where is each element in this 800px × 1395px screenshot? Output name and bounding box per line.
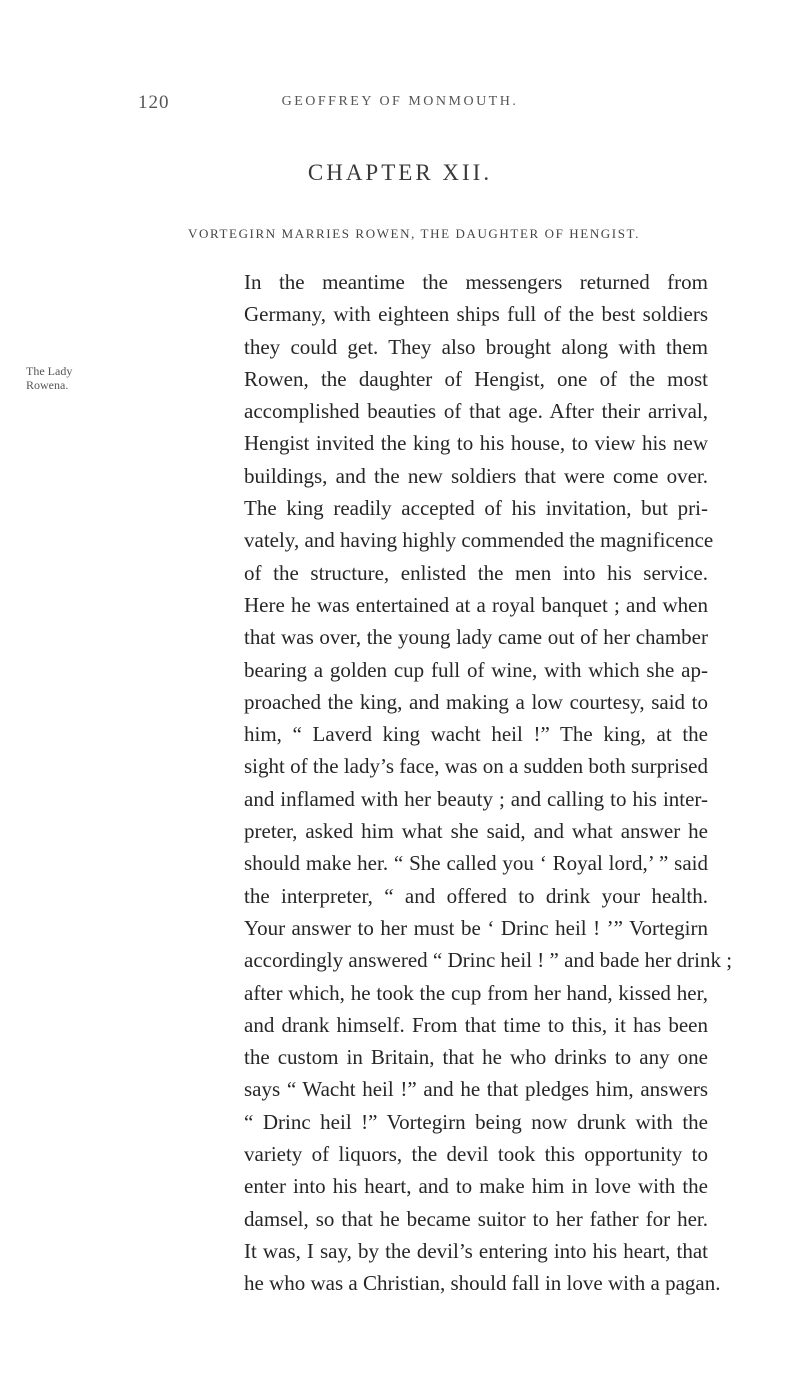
- text-line: “ Drinc heil !” Vortegirn being now drunk with the: [244, 1109, 708, 1134]
- text-line: damsel, so that he became suitor to her father for her.: [244, 1206, 708, 1231]
- text-line: Here he was entertained at a royal banquet ; and when: [244, 592, 708, 617]
- text-line: after which, he took the cup from her hand, kissed her,: [244, 980, 708, 1005]
- text-line: that was over, the young lady came out of her chamber: [244, 625, 708, 650]
- text-line: he who was a Christian, should fall in love with a pagan.: [244, 1271, 721, 1296]
- text-line: bearing a golden cup full of wine, with which she ap-: [244, 657, 708, 682]
- text-line: It was, I say, by the devil’s entering into his heart, that: [244, 1238, 708, 1263]
- text-line: they could get. They also brought along with them: [244, 334, 708, 359]
- chapter-subtitle: VORTEGIRN MARRIES ROWEN, THE DAUGHTER OF HENGIST.: [188, 226, 640, 241]
- text-line: Your answer to her must be ‘ Drinc heil ! ’” Vortegirn: [244, 915, 708, 940]
- text-line: proached the king, and making a low courtesy, said to: [244, 689, 708, 714]
- text-line: preter, asked him what she said, and what answer he: [244, 819, 708, 844]
- text-line: accomplished beauties of that age. After their arrival,: [244, 399, 708, 424]
- body-text: [244, 266, 733, 1300]
- text-line: the custom in Britain, that he who drinks to any one: [244, 1045, 708, 1070]
- margin-note-line: The Lady: [26, 364, 73, 378]
- text-line: says “ Wacht heil !” and he that pledges him, answers: [244, 1077, 708, 1102]
- margin-note: [26, 364, 98, 392]
- text-line: The king readily accepted of his invitation, but pri-: [244, 496, 708, 521]
- text-line: should make her. “ She called you ‘ Royal lord,’ ” said: [244, 851, 708, 876]
- text-line: Hengist invited the king to his house, to view his new: [244, 431, 708, 456]
- page-number: 120: [138, 92, 170, 113]
- text-line: In the meantime the messengers returned from: [244, 270, 708, 294]
- text-line: the interpreter, “ and offered to drink your health.: [244, 883, 708, 908]
- text-line: variety of liquors, the devil took this opportunity to: [244, 1142, 708, 1167]
- margin-note-line: Rowena.: [26, 378, 69, 392]
- chapter-title: CHAPTER XII.: [307, 160, 493, 185]
- text-line: Germany, with eighteen ships full of the best soldiers: [244, 302, 708, 327]
- text-line: sight of the lady’s face, was on a sudden both surprised: [244, 754, 708, 779]
- text-line: and inflamed with her beauty ; and calling to his inter-: [244, 786, 708, 811]
- text-line: buildings, and the new soldiers that were come over.: [244, 463, 708, 488]
- text-line: and drank himself. From that time to this, it has been: [244, 1012, 708, 1037]
- text-line: of the structure, enlisted the men into his service.: [244, 560, 708, 585]
- text-line: accordingly answered “ Drinc heil ! ” and bade her drink ;: [244, 948, 733, 973]
- text-line: enter into his heart, and to make him in love with the: [244, 1174, 708, 1199]
- text-line: Rowen, the daughter of Hengist, one of the most: [244, 366, 708, 391]
- running-head: GEOFFREY OF MONMOUTH.: [281, 94, 519, 109]
- text-line: him, “ Laverd king wacht heil !” The king, at the: [244, 722, 708, 747]
- text-line: vately, and having highly commended the magnificence: [244, 528, 714, 553]
